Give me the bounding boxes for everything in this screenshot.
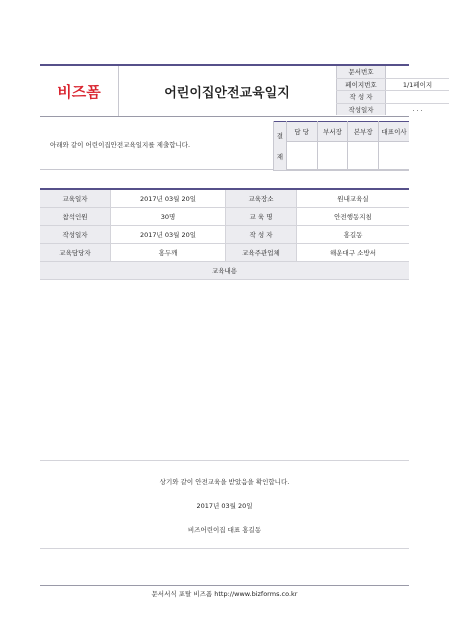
value-writer: 홍길동	[297, 226, 410, 244]
education-content-area[interactable]	[40, 272, 409, 461]
approval-label-top: 결	[276, 132, 284, 140]
bizforms-logo: 비즈폼	[40, 66, 119, 116]
approval-label-bottom: 재	[276, 153, 284, 161]
meta-value-doc-number	[386, 66, 450, 78]
value-attendees: 30명	[111, 208, 226, 226]
value-written-date: 2017년 03월 20일	[111, 226, 226, 244]
value-organizer: 해운대구 소방서	[297, 244, 410, 262]
education-info-table	[40, 188, 409, 280]
label-instructor: 교육담당자	[40, 244, 111, 262]
submission-section	[40, 121, 409, 170]
meta-label-page-number: 페이지번호	[337, 78, 386, 91]
meta-value-page-number: 1/1페이지	[386, 78, 450, 91]
label-written-date: 작성일자	[40, 226, 111, 244]
footer-text: 문서서식 포탈 비즈폼 http://www.bizforms.co.kr	[151, 590, 298, 598]
meta-value-date: . . .	[386, 103, 450, 115]
value-instructor: 홍두깨	[111, 244, 226, 262]
label-writer: 작 성 자	[226, 226, 297, 244]
label-education-name: 교 육 명	[226, 208, 297, 226]
approval-sign-ceo[interactable]	[379, 142, 409, 171]
meta-label-doc-number: 문서번호	[337, 66, 386, 78]
table-row	[40, 244, 409, 262]
value-education-place: 원내교육실	[297, 189, 410, 208]
confirmation-date: 2017년 03월 20일	[196, 502, 253, 510]
approval-role-manager: 담 당	[286, 122, 317, 142]
education-content-header: 교육내용	[40, 262, 409, 280]
approval-sign-manager[interactable]	[286, 142, 317, 171]
meta-label-author: 작 성 자	[337, 91, 386, 104]
label-education-date: 교육일자	[40, 189, 111, 208]
table-row	[40, 208, 409, 226]
label-attendees: 참석인원	[40, 208, 111, 226]
approval-label	[274, 122, 287, 171]
approval-role-ceo: 대표이사	[379, 122, 409, 142]
meta-label-date: 작성일자	[337, 103, 386, 115]
meta-value-author	[386, 91, 450, 104]
confirmation-statement: 상기와 같이 안전교육을 받았음을 확인합니다.	[159, 478, 290, 486]
approval-role-dept-head: 부서장	[317, 122, 348, 142]
document-title: 어린이집안전교육일지	[164, 85, 290, 101]
approval-role-division-head: 본부장	[348, 122, 379, 142]
table-row	[40, 226, 409, 244]
table-row	[40, 189, 409, 208]
document-header	[40, 64, 433, 117]
approval-sign-division-head[interactable]	[348, 142, 379, 171]
value-education-name: 안전행동지침	[297, 208, 410, 226]
submission-text: 아래와 같이 어린이집안전교육일지를 제출합니다.	[50, 141, 191, 149]
value-education-date: 2017년 03월 20일	[111, 189, 226, 208]
divider	[40, 548, 409, 549]
approval-sign-dept-head[interactable]	[317, 142, 348, 171]
label-organizer: 교육주관업체	[226, 244, 297, 262]
approval-table	[273, 121, 409, 171]
document-meta-table	[336, 66, 449, 115]
confirmation-signer: 비즈어린이집 대표 홍길동	[187, 526, 262, 534]
footer-divider	[40, 585, 409, 586]
label-education-place: 교육장소	[226, 189, 297, 208]
